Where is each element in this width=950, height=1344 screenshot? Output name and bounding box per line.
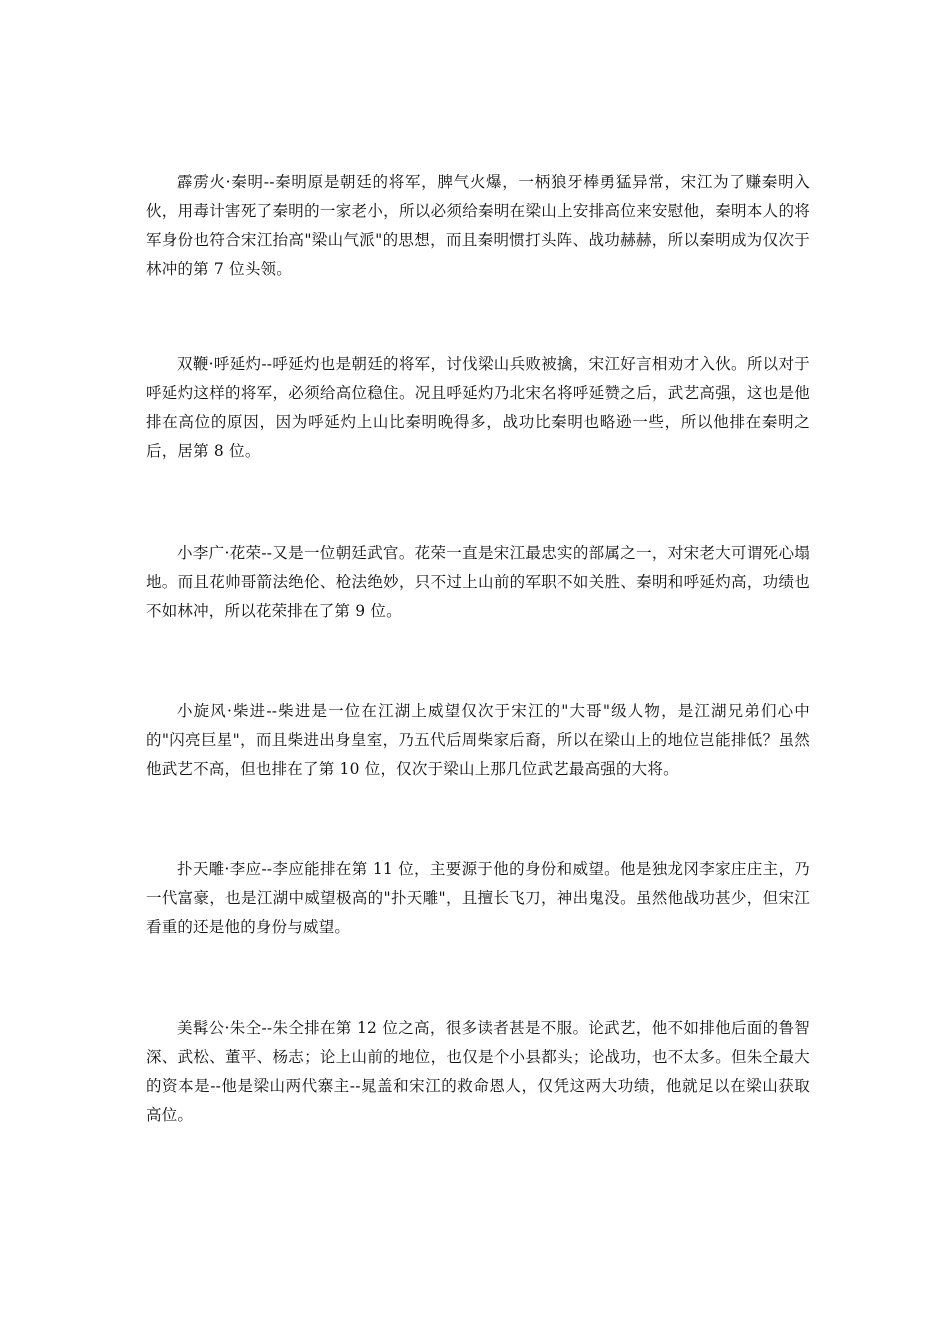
paragraph-huyan-zhuo: 双鞭·呼延灼--呼延灼也是朝廷的将军，讨伐梁山兵败被擒，宋江好言相劝才入伙。所以对于呼延灼这样的将军，必须给高位稳住。况且呼延灼乃北宋名将呼延赞之后，武艺高强，这也是他排在高位的原因，因为呼延灼上山比秦明晚得多，战功比秦明也略逊一些，所以他排在秦明之后，居第 8 位。 xyxy=(146,355,810,460)
paragraph-hua-rong: 小李广·花荣--又是一位朝廷武官。花荣一直是宋江最忠实的部属之一，对宋老大可谓死心塌地。而且花帅哥箭法绝伦、枪法绝妙，只不过上山前的军职不如关胜、秦明和呼延灼高，功绩也不如林冲，所以花荣排在了第 9 位。 xyxy=(146,544,810,620)
paragraph-qin-ming: 霹雳火·秦明--秦明原是朝廷的将军，脾气火爆，一柄狼牙棒勇猛异常，宋江为了赚秦明入伙，用毒计害死了秦明的一家老小，所以必须给秦明在梁山上安排高位来安慰他，秦明本人的将军身份也符合宋江抬高"梁山气派"的思想，而且秦明惯打头阵、战功赫赫，所以秦明成为仅次于林冲的第 7 位头领。 xyxy=(146,173,810,278)
paragraph-li-ying: 扑天雕·李应--李应能排在第 11 位，主要源于他的身份和威望。他是独龙冈李家庄庄主，乃一代富豪，也是江湖中威望极高的"扑天雕"，且擅长飞刀，神出鬼没。虽然他战功甚少，但宋江看重的还是他的身份与威望。 xyxy=(146,860,810,936)
paragraph-chai-jin: 小旋风·柴进--柴进是一位在江湖上威望仅次于宋江的"大哥"级人物，是江湖兄弟们心中的"闪亮巨星"，而且柴进出身皇室，乃五代后周柴家后裔，所以在梁山上的地位岂能排低？虽然他武艺不高，但也排在了第 10 位，仅次于梁山上那几位武艺最高强的大将。 xyxy=(146,702,810,778)
paragraph-zhu-tong: 美髯公·朱仝--朱仝排在第 12 位之高，很多读者甚是不服。论武艺，他不如排他后面的鲁智深、武松、董平、杨志；论上山前的地位，也仅是个小县都头；论战功，也不太多。但朱仝最大的资本是--他是梁山两代寨主--晁盖和宋江的救命恩人，仅凭这两大功绩，他就足以在梁山获取高位。 xyxy=(146,1019,810,1124)
